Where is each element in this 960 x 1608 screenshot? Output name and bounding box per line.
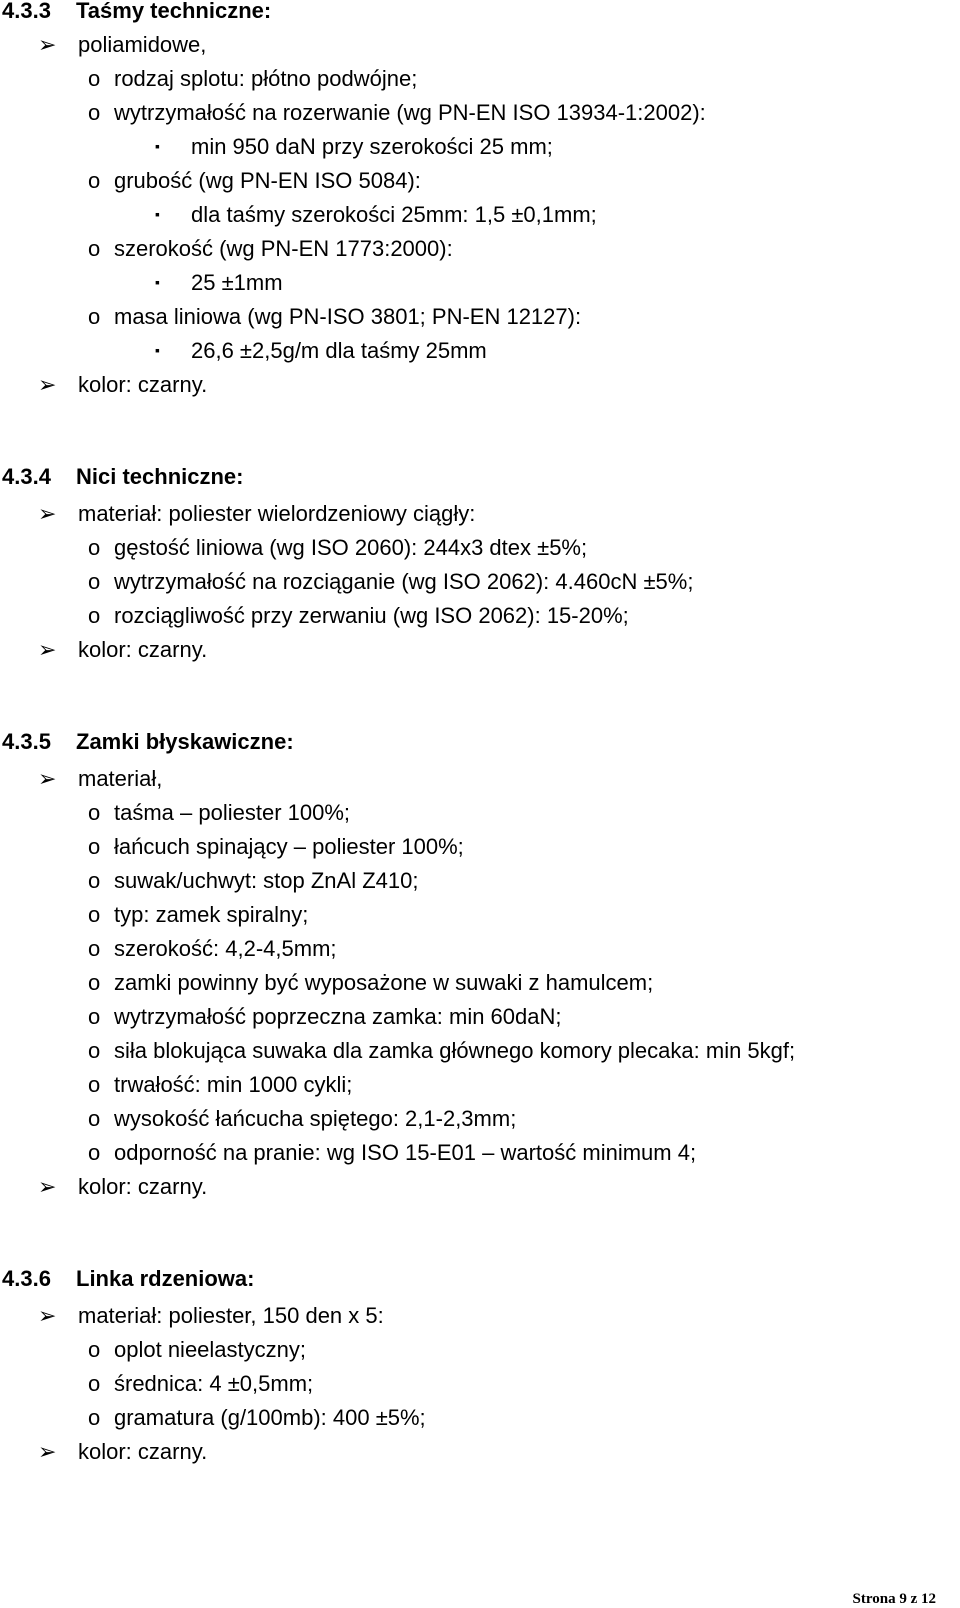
section-heading-4-3-4 xyxy=(2,460,243,494)
arrow-bullet-icon: ➢ xyxy=(38,637,57,662)
list-item: o masa liniowa (wg PN-ISO 3801; PN-EN 12127): xyxy=(88,300,581,334)
list-item: ▪ min 950 daN przy szerokości 25 mm; xyxy=(155,130,553,164)
page-number: Strona 9 z 12 xyxy=(852,1591,936,1607)
list-item: o trwałość: min 1000 cykli; xyxy=(88,1068,352,1102)
list-item: ▪ dla taśmy szerokości 25mm: 1,5 ±0,1mm; xyxy=(155,198,597,232)
list-item: o wytrzymałość poprzeczna zamka: min 60daN; xyxy=(88,1000,562,1034)
circle-bullet-icon: o xyxy=(88,1106,101,1131)
square-bullet-icon: ▪ xyxy=(155,138,160,154)
circle-bullet-icon: o xyxy=(88,1337,101,1362)
arrow-bullet-icon: ➢ xyxy=(38,372,57,397)
section-heading-4-3-6 xyxy=(2,1262,254,1296)
circle-bullet-icon: o xyxy=(88,569,101,594)
circle-bullet-icon: o xyxy=(88,236,101,261)
list-item: ➢ kolor: czarny. xyxy=(38,368,207,402)
list-item: ➢ kolor: czarny. xyxy=(38,1170,207,1204)
section-heading-4-3-3 xyxy=(2,0,271,28)
arrow-bullet-icon: ➢ xyxy=(38,1303,57,1328)
list-item: ➢ kolor: czarny. xyxy=(38,633,207,667)
list-item: o szerokość (wg PN-EN 1773:2000): xyxy=(88,232,453,266)
section-title: Linka rdzeniowa: xyxy=(76,1266,255,1291)
list-item: ➢ materiał, xyxy=(38,762,162,796)
list-item: ➢ materiał: poliester, 150 den x 5: xyxy=(38,1299,384,1333)
arrow-bullet-icon: ➢ xyxy=(38,501,57,526)
square-bullet-icon: ▪ xyxy=(155,342,160,358)
arrow-bullet-icon: ➢ xyxy=(38,1174,57,1199)
circle-bullet-icon: o xyxy=(88,868,101,893)
circle-bullet-icon: o xyxy=(88,535,101,560)
circle-bullet-icon: o xyxy=(88,800,101,825)
circle-bullet-icon: o xyxy=(88,1072,101,1097)
list-item: ➢ poliamidowe, xyxy=(38,28,206,62)
section-title: Taśmy techniczne: xyxy=(76,0,272,23)
list-item: o gęstość liniowa (wg ISO 2060): 244x3 dtex ±5%; xyxy=(88,531,587,565)
arrow-bullet-icon: ➢ xyxy=(38,1439,57,1464)
arrow-bullet-icon: ➢ xyxy=(38,32,57,57)
circle-bullet-icon: o xyxy=(88,168,101,193)
section-number: 4.3.6 xyxy=(2,1266,51,1291)
circle-bullet-icon: o xyxy=(88,1140,101,1165)
list-item: o średnica: 4 ±0,5mm; xyxy=(88,1367,313,1401)
section-title: Zamki błyskawiczne: xyxy=(76,729,294,754)
arrow-bullet-icon: ➢ xyxy=(38,766,57,791)
section-number: 4.3.3 xyxy=(2,0,51,23)
circle-bullet-icon: o xyxy=(88,970,101,995)
list-item: o odporność na pranie: wg ISO 15-E01 – wartość minimum 4; xyxy=(88,1136,696,1170)
list-item: o wysokość łańcucha spiętego: 2,1-2,3mm; xyxy=(88,1102,516,1136)
list-item: o zamki powinny być wyposażone w suwaki z hamulcem; xyxy=(88,966,653,1000)
circle-bullet-icon: o xyxy=(88,1004,101,1029)
list-item: ▪ 25 ±1mm xyxy=(155,266,283,300)
list-item: o siła blokująca suwaka dla zamka głównego komory plecaka: min 5kgf; xyxy=(88,1034,795,1068)
list-item: o oplot nieelastyczny; xyxy=(88,1333,306,1367)
list-item: ➢ materiał: poliester wielordzeniowy ciągły: xyxy=(38,497,475,531)
list-item: o grubość (wg PN-EN ISO 5084): xyxy=(88,164,421,198)
list-item: o suwak/uchwyt: stop ZnAl Z410; xyxy=(88,864,418,898)
list-item: ▪ 26,6 ±2,5g/m dla taśmy 25mm xyxy=(155,334,487,368)
list-item: o rodzaj splotu: płótno podwójne; xyxy=(88,62,417,96)
list-item: o wytrzymałość na rozciąganie (wg ISO 2062): 4.460cN ±5%; xyxy=(88,565,693,599)
circle-bullet-icon: o xyxy=(88,1371,101,1396)
circle-bullet-icon: o xyxy=(88,1405,101,1430)
list-item: o szerokość: 4,2-4,5mm; xyxy=(88,932,337,966)
circle-bullet-icon: o xyxy=(88,66,101,91)
circle-bullet-icon: o xyxy=(88,1038,101,1063)
circle-bullet-icon: o xyxy=(88,902,101,927)
circle-bullet-icon: o xyxy=(88,936,101,961)
list-item: ➢ kolor: czarny. xyxy=(38,1435,207,1469)
section-number: 4.3.4 xyxy=(2,464,51,489)
circle-bullet-icon: o xyxy=(88,304,101,329)
list-item: o wytrzymałość na rozerwanie (wg PN-EN ISO 13934-1:2002): xyxy=(88,96,706,130)
section-heading-4-3-5 xyxy=(2,725,294,759)
circle-bullet-icon: o xyxy=(88,100,101,125)
section-title: Nici techniczne: xyxy=(76,464,244,489)
square-bullet-icon: ▪ xyxy=(155,206,160,222)
circle-bullet-icon: o xyxy=(88,603,101,628)
list-item: o typ: zamek spiralny; xyxy=(88,898,308,932)
circle-bullet-icon: o xyxy=(88,834,101,859)
list-item: o łańcuch spinający – poliester 100%; xyxy=(88,830,464,864)
section-number: 4.3.5 xyxy=(2,729,51,754)
list-item: o rozciągliwość przy zerwaniu (wg ISO 2062): 15-20%; xyxy=(88,599,629,633)
list-item: o gramatura (g/100mb): 400 ±5%; xyxy=(88,1401,426,1435)
list-item: o taśma – poliester 100%; xyxy=(88,796,350,830)
square-bullet-icon: ▪ xyxy=(155,274,160,290)
